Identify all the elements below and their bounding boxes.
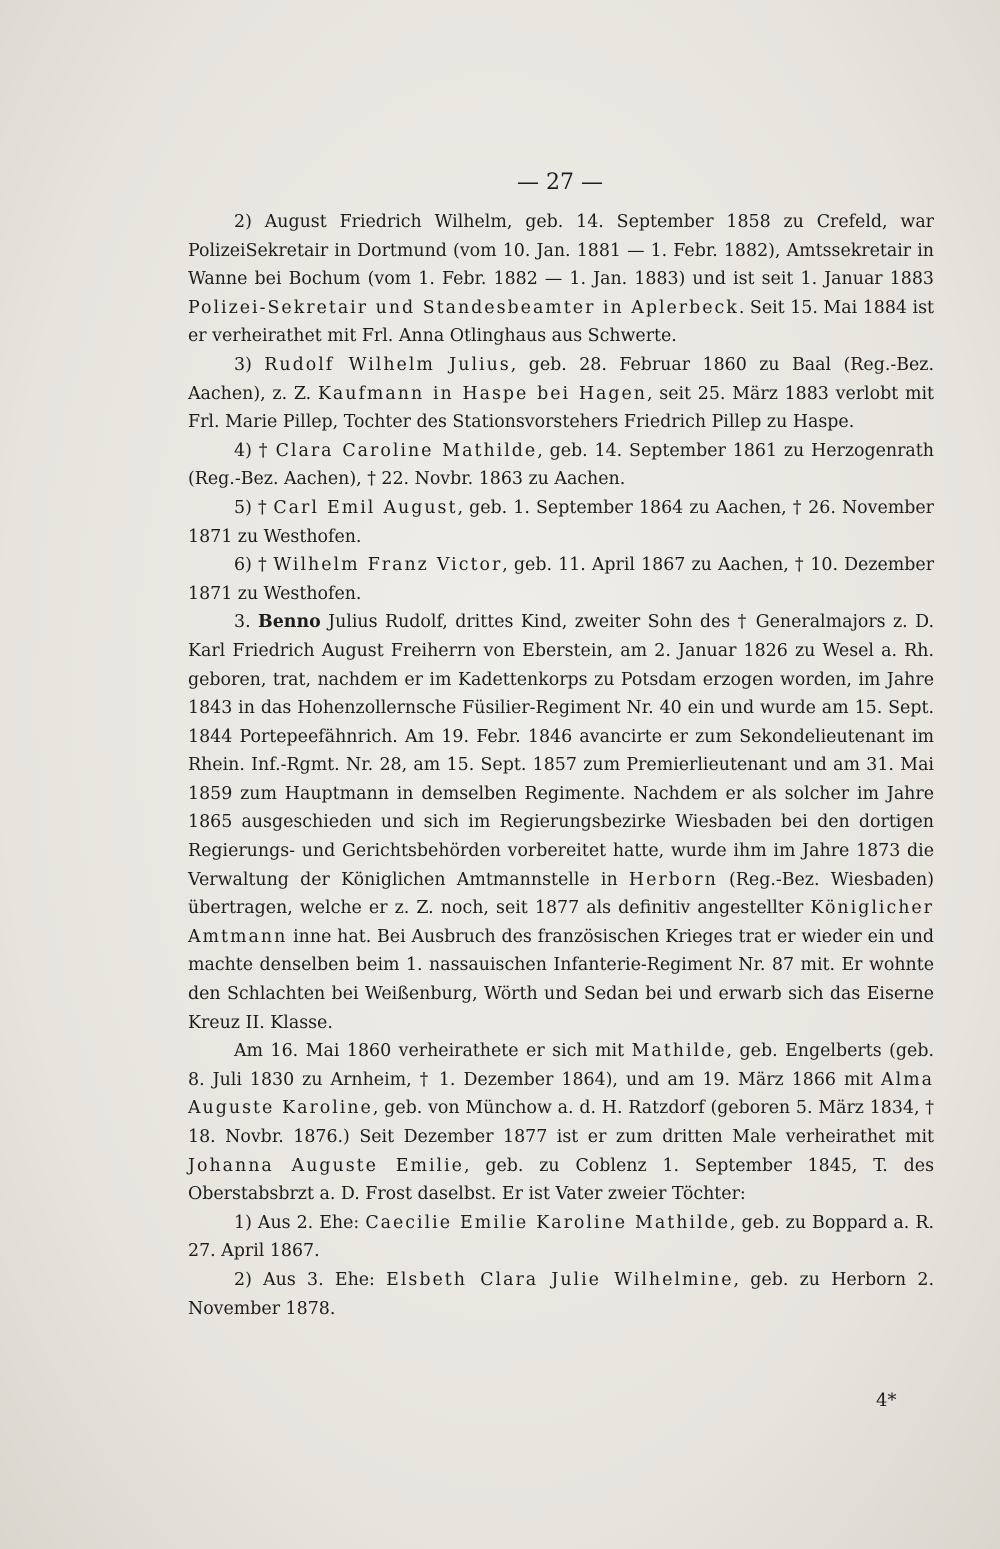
- text-run: 6) †: [234, 555, 274, 576]
- paragraph: [188, 1209, 934, 1266]
- signature-mark: 4*: [876, 1390, 897, 1411]
- text-run: 1) Aus 2. Ehe:: [234, 1212, 366, 1233]
- text-run: 2) Aus 3. Ehe:: [234, 1269, 387, 1290]
- text-run: (Reg.-Bez. Wiesbaden) übertragen, welche er z. Z. noch, seit 1877 als definitiv angestellter: [188, 869, 934, 919]
- paragraph: [188, 1037, 934, 1209]
- paragraph: [188, 494, 934, 551]
- spaced-name: Mathilde: [631, 1041, 727, 1062]
- bold-name: Benno: [258, 612, 321, 633]
- text-run: 2) August Friedrich Wilhelm, geb. 14. September 1858 zu Crefeld, war PolizeiSekretair in Dortmund (vom 10. Jan. 1881 — 1. Febr. 1882), Amtssekretair in Wanne bei Bochum (vom 1. Febr. 1882 — 1. Jan. 1883) und ist seit 1. Januar 1883: [188, 212, 934, 290]
- text-run: , geb. 14. September 1861 zu Herzogenrath (Reg.-Bez. Aachen), † 22. Novbr. 1863 zu Aachen.: [188, 440, 934, 490]
- paragraph: [188, 437, 934, 494]
- paragraph: [188, 608, 934, 1037]
- text-run: , geb. von Münchow a. d. H. Ratzdorf (geboren 5. März 1834, † 18. Novbr. 1876.) Seit Dezember 1877 ist er zum dritten Male verheirathet mit: [188, 1098, 934, 1147]
- text-run: 3): [234, 354, 265, 375]
- text-run: , geb. 1. September 1864 zu Aachen, † 26. November 1871 zu Westhofen.: [188, 497, 934, 547]
- text-run: 5) †: [234, 497, 274, 518]
- body-text: [188, 208, 934, 1323]
- page-number: — 27 —: [517, 170, 603, 195]
- text-run: 3.: [234, 612, 259, 633]
- text-run: Julius Rudolf, drittes Kind, zweiter Sohn des † Generalmajors z. D. Karl Friedrich August Freiherrn von Eberstein, am 2. Januar 1826 zu Wesel a. Rh. geboren, trat, nachdem er im Kadettenkorps zu Potsdam erzogen worden, im Jahre 1843 in das Hohenzollernsche Füsilier-Regiment Nr. 40 ein und wurde am 15. Sept. 1844 Portepeefähnrich. Am 19. Febr. 1846 avancirte er zum Sekondelieutenant im Rhein. Inf.-Rgmt. Nr. 28, am 15. Sept. 1857 zum Premierlieutenant und am 31. Mai 1859 zum Hauptmann in demselben Regimente. Nachdem er als solcher im Jahre 1865 ausgeschieden und sich im Regierungsbezirke Wiesbaden bei den dortigen Regierungs- und Gerichtsbehörden vorbereitet hatte, wurde ihm im Jahre 1873 die Verwaltung der Königlichen Amtmannstelle in: [188, 612, 934, 890]
- text-run: , geb. zu Herborn 2. November 1878.: [188, 1269, 934, 1319]
- text-run: , geb. Engelberts (geb. 8. Juli 1830 zu Arnheim, † 1. Dezember 1864), und am 19. März 1866 mit: [188, 1041, 934, 1090]
- text-run: Am 16. Mai 1860 verheirathete er sich mit: [234, 1041, 632, 1062]
- text-run: . Seit 15. Mai 1884 ist er verheirathet mit Frl. Anna Otlinghaus aus Schwerte.: [188, 297, 934, 347]
- spaced-name: Polizei-Sekretair und Standesbeamter in Aplerbeck: [188, 297, 739, 318]
- paragraph: [188, 551, 934, 608]
- text-run: , seit 25. März 1883 verlobt mit Frl. Marie Pillep, Tochter des Stationsvorstehers Friedrich Pillep zu Haspe.: [188, 383, 934, 433]
- text-run: inne hat. Bei Ausbruch des französischen Krieges trat er wieder ein und machte denselben beim 1. nassauischen Infanterie-Regiment Nr. 87 mit. Er wohnte den Schlachten bei Weißenburg, Wörth und Sedan bei und erwarb sich das Eiserne Kreuz II. Klasse.: [188, 926, 934, 1033]
- paragraph: [188, 1266, 934, 1323]
- text-run: , geb. 11. April 1867 zu Aachen, † 10. Dezember 1871 zu Westhofen.: [188, 555, 935, 604]
- text-run: , geb. zu Boppard a. R. 27. April 1867.: [188, 1212, 934, 1262]
- spaced-name: Carl Emil August: [273, 497, 458, 518]
- spaced-name: Elsbeth Clara Julie Wilhelmine: [386, 1269, 734, 1290]
- spaced-name: Herborn: [628, 869, 718, 890]
- paragraph: [188, 351, 934, 437]
- spaced-name: Wilhelm Franz Victor: [273, 555, 503, 576]
- spaced-name: Alma Auguste Karoline: [188, 1069, 934, 1119]
- spaced-name: Königlicher Amtmann: [188, 898, 934, 947]
- spaced-name: Caecilie Emilie Karoline Mathilde: [365, 1212, 730, 1233]
- text-run: , geb. 28. Februar 1860 zu Baal (Reg.-Bez. Aachen), z. Z.: [188, 354, 934, 404]
- text-run: 4) †: [234, 440, 276, 461]
- paragraph: [188, 208, 934, 351]
- spaced-name: Johanna Auguste Emilie: [188, 1155, 464, 1176]
- spaced-name: Kaufmann in Haspe bei Hagen: [317, 383, 647, 404]
- spaced-name: Rudolf Wilhelm Julius: [264, 354, 511, 375]
- text-run: , geb. zu Coblenz 1. September 1845, T. des Oberstabsbrzt a. D. Frost daselbst. Er ist Vater zweier Töchter:: [188, 1155, 935, 1205]
- spaced-name: Clara Caroline Mathilde: [275, 440, 538, 461]
